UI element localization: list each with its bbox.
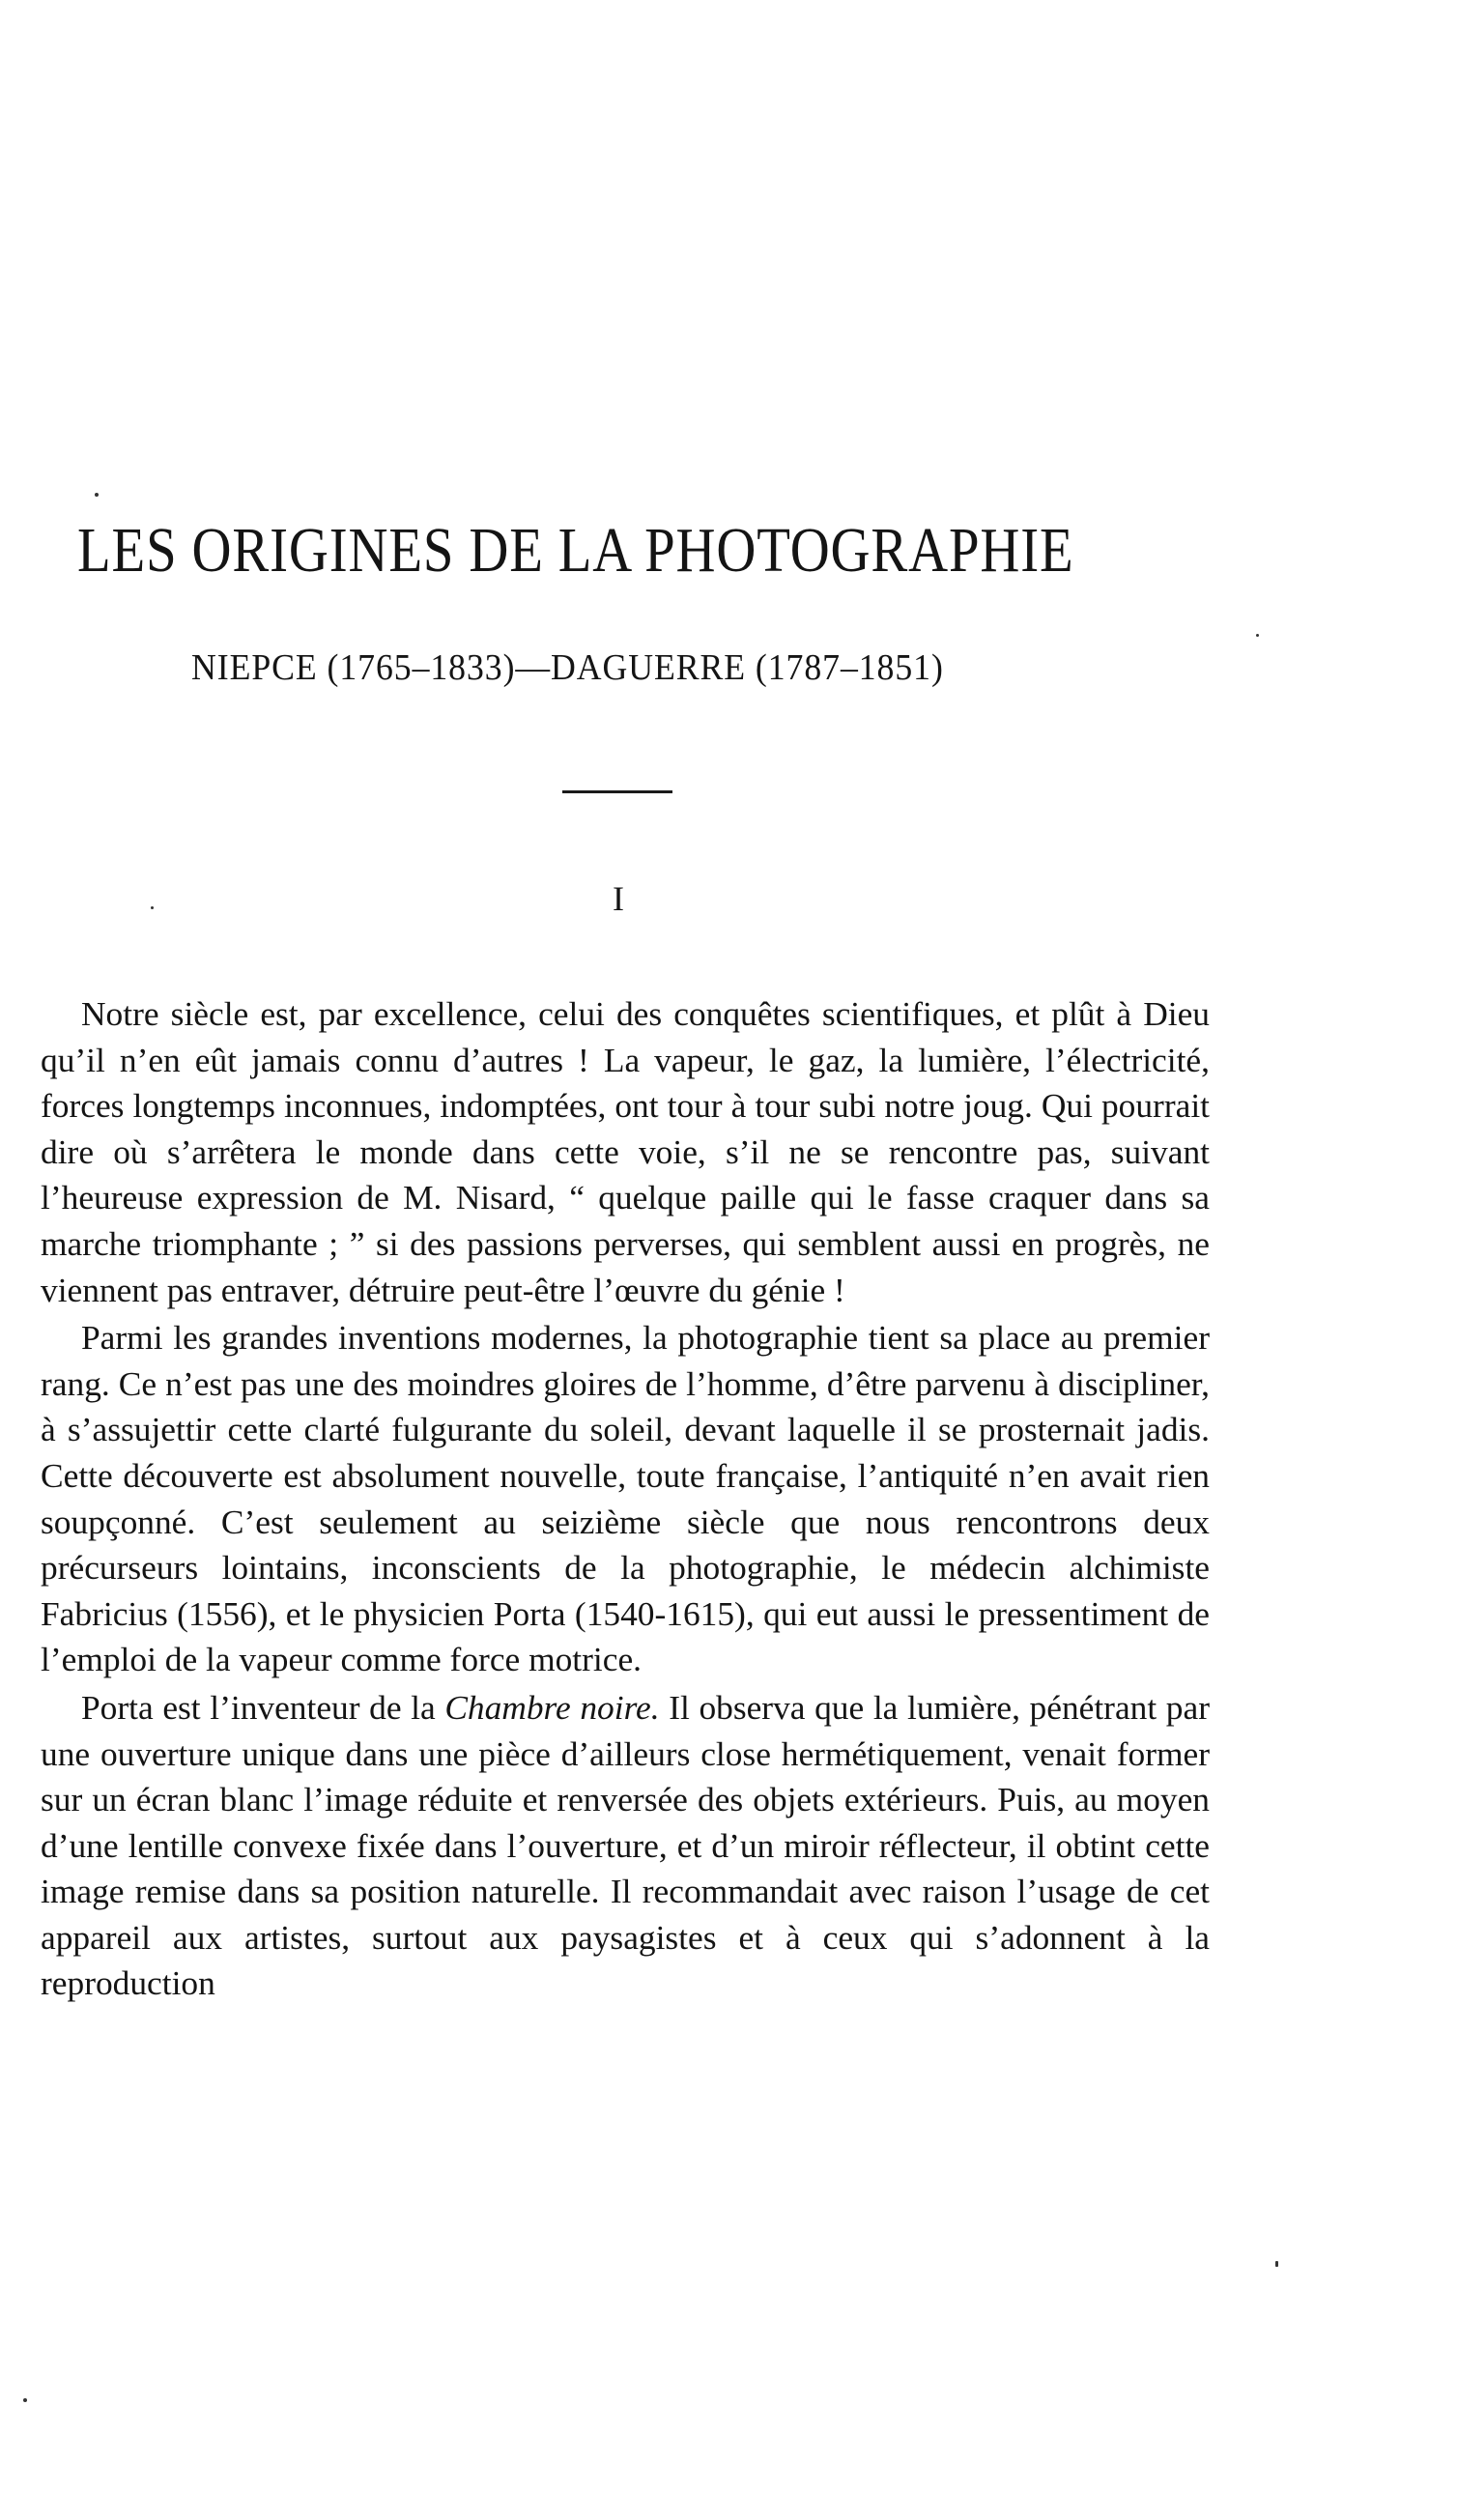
ink-speck <box>23 2398 27 2402</box>
ink-speck <box>1256 634 1259 637</box>
paragraph-3-emphasis: Chambre noire. <box>444 1687 660 1727</box>
ink-speck <box>95 493 99 497</box>
title-divider <box>562 790 672 793</box>
paragraph-3-lead: Porta est l’inventeur de la <box>81 1687 445 1727</box>
paragraph-3 <box>41 1685 1210 2007</box>
paragraph-3-rest: Il observa que la lumière, pénétrant par une ouverture unique dans une pièce d’ailleurs close hermétiquement, venait former sur un écran blanc l’image réduite et renversée des objets extérieurs. Puis, au moyen d’une lentille convexe fixée dans l’ouverture, et d’un miroir réflecteur, il obtint cette image remise dans sa position naturelle. Il recommandait avec raison l’usage de cet appareil aux artistes, surtout aux paysagistes et à ceux qui s’adonnent à la reproduction <box>41 1687 1210 2003</box>
paragraph-1: Notre siècle est, par excellence, celui des conquêtes scientifiques, et plût à Dieu qu’il n’en eût jamais connu d’autres ! La vapeur, le gaz, la lumière, l’électricité, forces longtemps inconnues, indomptées, ont tour à tour subi notre joug. Qui pourrait dire où s’arrêtera le monde dans cette voie, s’il ne se rencontre pas, suivant l’heureuse expression de M. Nisard, “ quelque paille qui le fasse craquer dans sa marche triomphante ; ” si des passions perverses, qui semblent aussi en progrès, ne viennent pas entraver, détruire peut-être l’œuvre du génie ! <box>41 994 1210 1309</box>
chapter-title: LES ORIGINES DE LA PHOTOGRAPHIE <box>77 515 1074 586</box>
section-number: I <box>613 879 624 918</box>
chapter-subtitle: NIEPCE (1765–1833)—DAGUERRE (1787–1851) <box>191 647 944 688</box>
paragraph-2: Parmi les grandes inventions modernes, la photographie tient sa place au premier rang. Ce n’est pas une des moindres gloires de l’homme, d’être parvenu à discipliner, à s’assujettir cette clarté fulgurante du soleil, devant laquelle il se prosternait jadis. Cette découverte est absolument nouvelle, toute française, l’antiquité n’en avait rien soupçonné. C’est seulement au seizième siècle que nous rencontrons deux précurseurs lointains, inconscients de la photographie, le médecin alchimiste Fabricius (1556), et le physicien Porta (1540-1615), qui eut aussi le pressentiment de l’emploi de la vapeur comme force motrice. <box>41 1318 1210 1679</box>
ink-speck <box>1275 2261 1278 2267</box>
ink-speck <box>151 906 154 909</box>
body-text <box>41 991 1210 2007</box>
